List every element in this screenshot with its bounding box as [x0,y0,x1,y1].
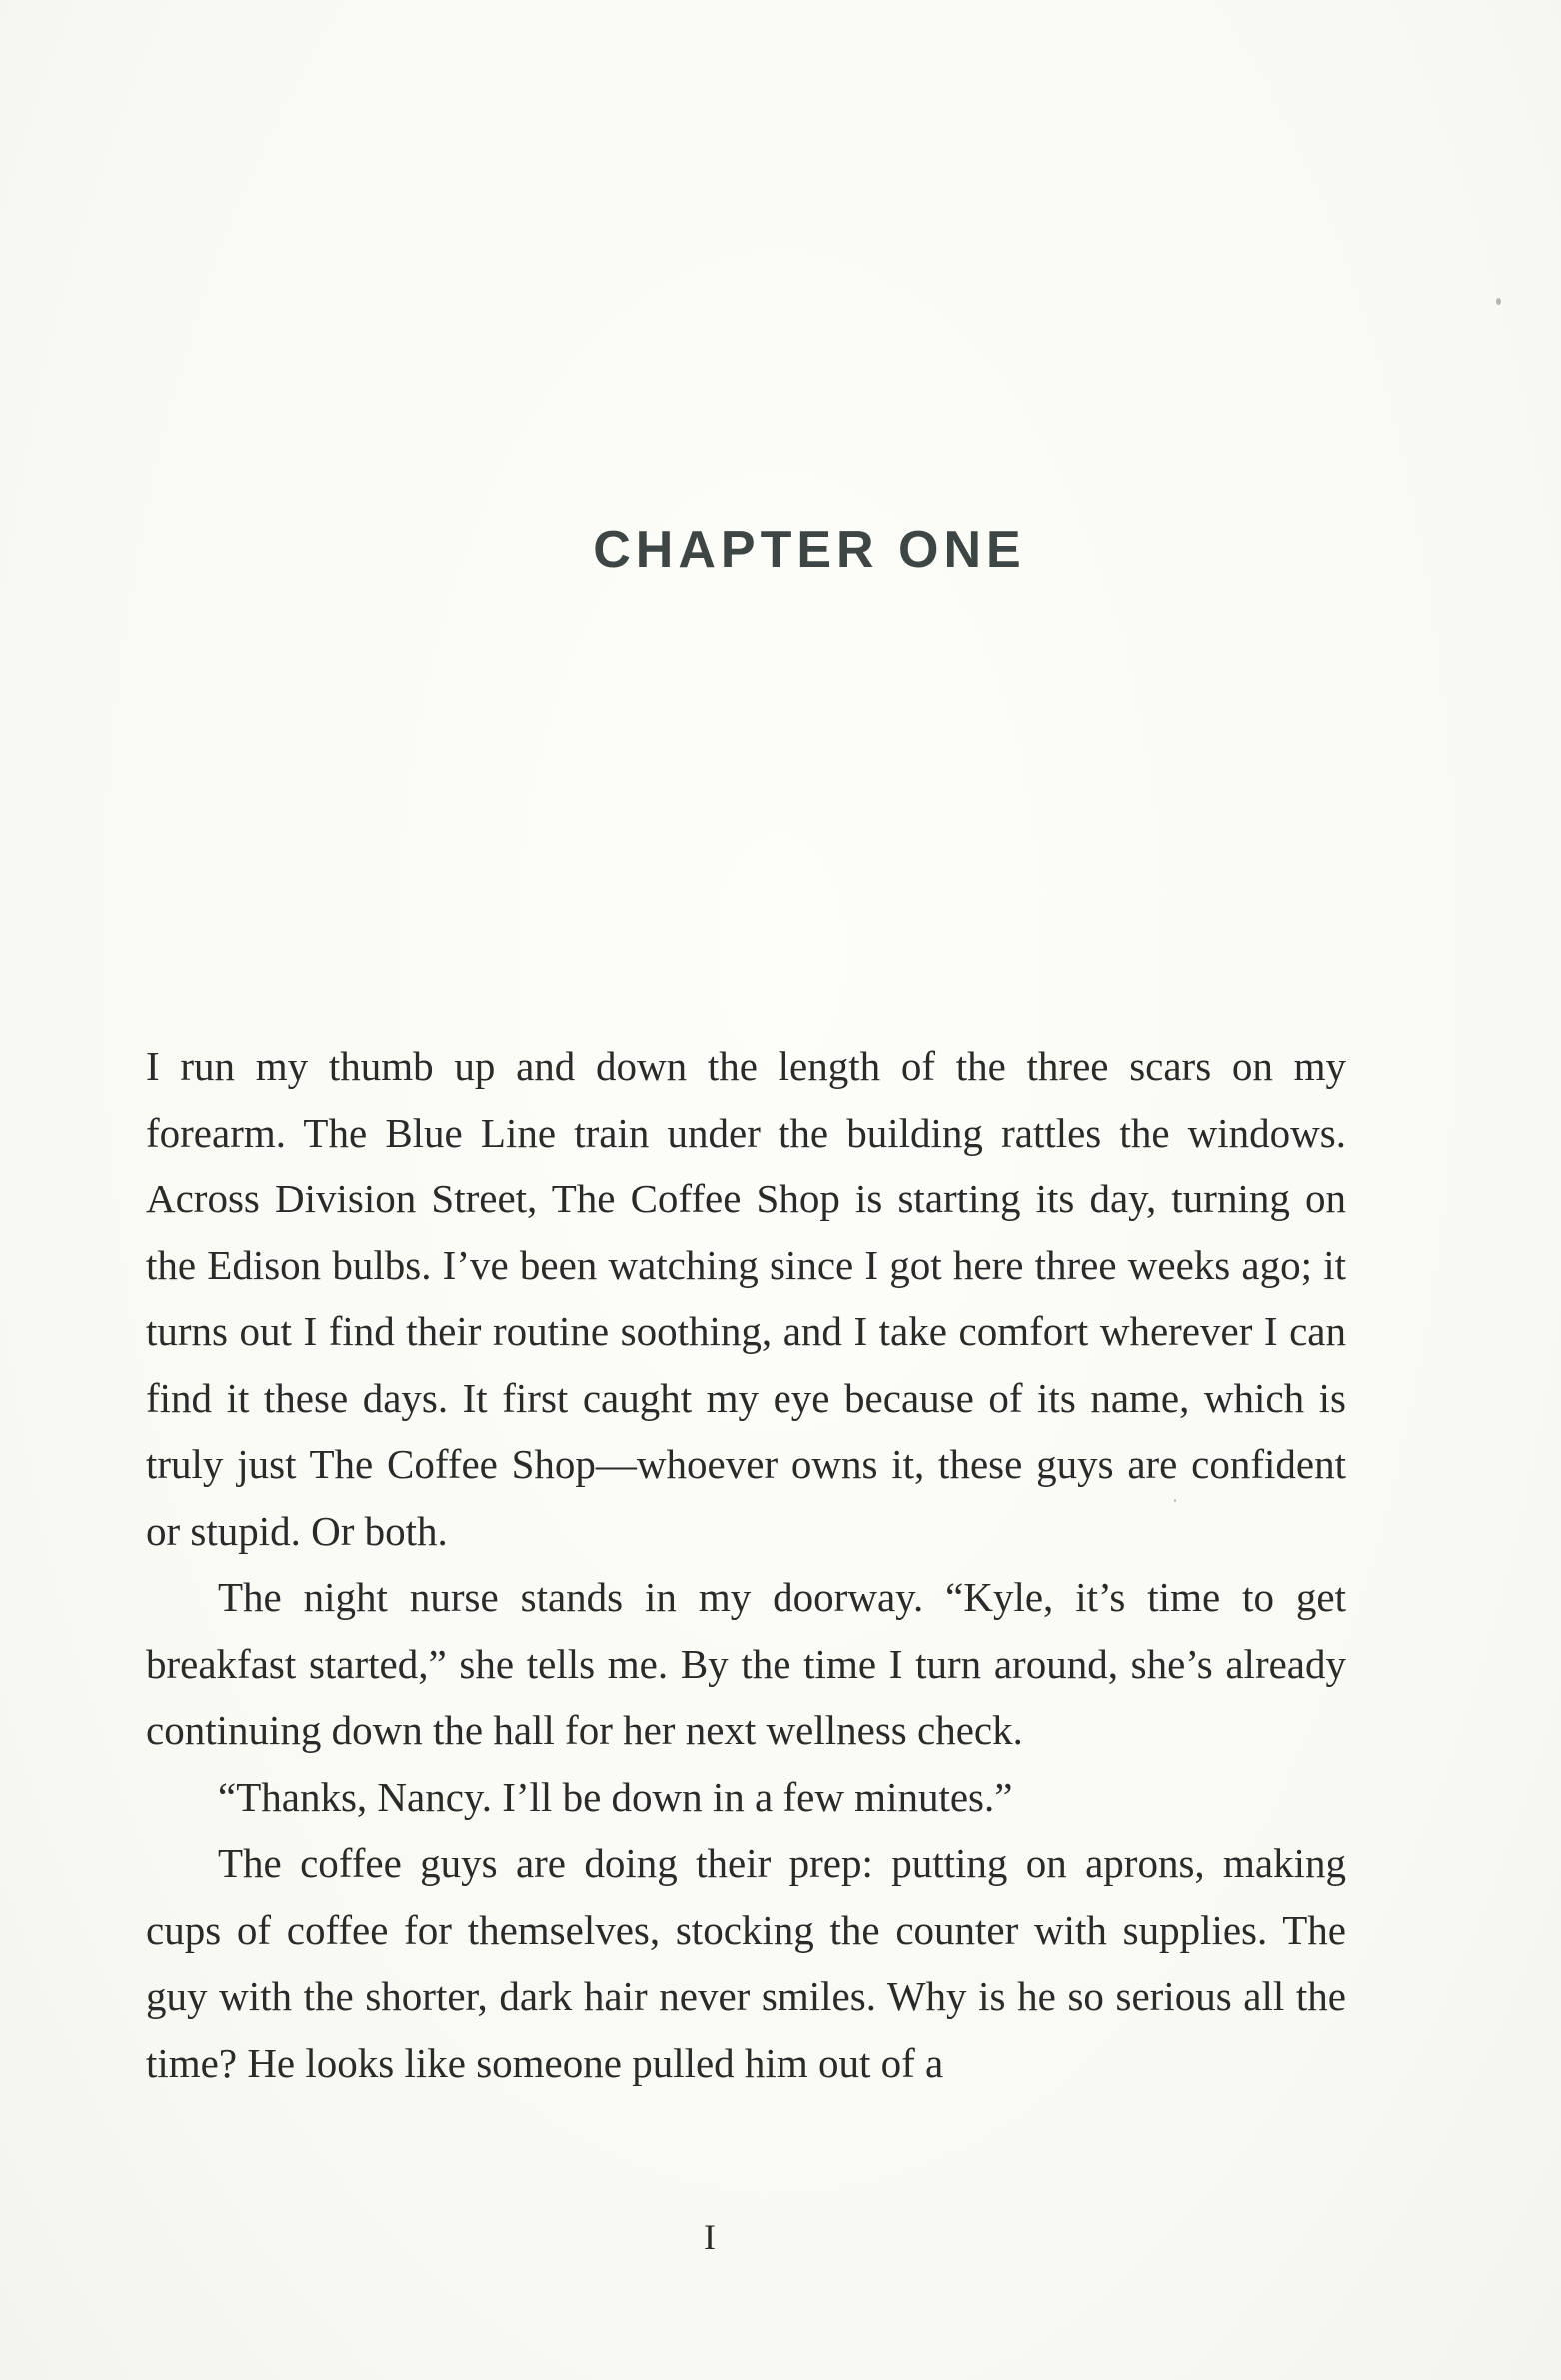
paragraph: The coffee guys are doing their prep: putting on aprons, making cups of coffee for themselves, stocking the counter with supplies. The guy with the shorter, dark hair never smiles. Why is he so serious all the time? He looks like someone pulled him out of a [146,1840,1346,2086]
paragraph: I run my thumb up and down the length of the three scars on my forearm. The Blue Line train under the building rattles the windows. Across Division Street, The Coffee Shop is starting its day, turning on the Edison bulbs. I’ve been watching since I got here three weeks ago; it turns out I find their routine soothing, and I take comfort wherever I can find it these days. It first caught my eye because of its name, which is truly just The Coffee Shop—whoever owns it, these guys are confident or stupid. Or both. [146,1043,1346,1554]
paper-speck [1496,298,1501,305]
paragraph: “Thanks, Nancy. I’ll be down in a few minutes.” [218,1773,1013,1820]
paragraph: The night nurse stands in my doorway. “Kyle, it’s time to get breakfast started,” she tells me. By the time I turn around, she’s already continuing down the hall for her next wellness check. [146,1574,1346,1753]
chapter-title: CHAPTER ONE [593,521,1026,579]
paper-speck [1174,1499,1176,1502]
chapter-body [146,1033,1346,2096]
page-number: I [704,2217,718,2257]
